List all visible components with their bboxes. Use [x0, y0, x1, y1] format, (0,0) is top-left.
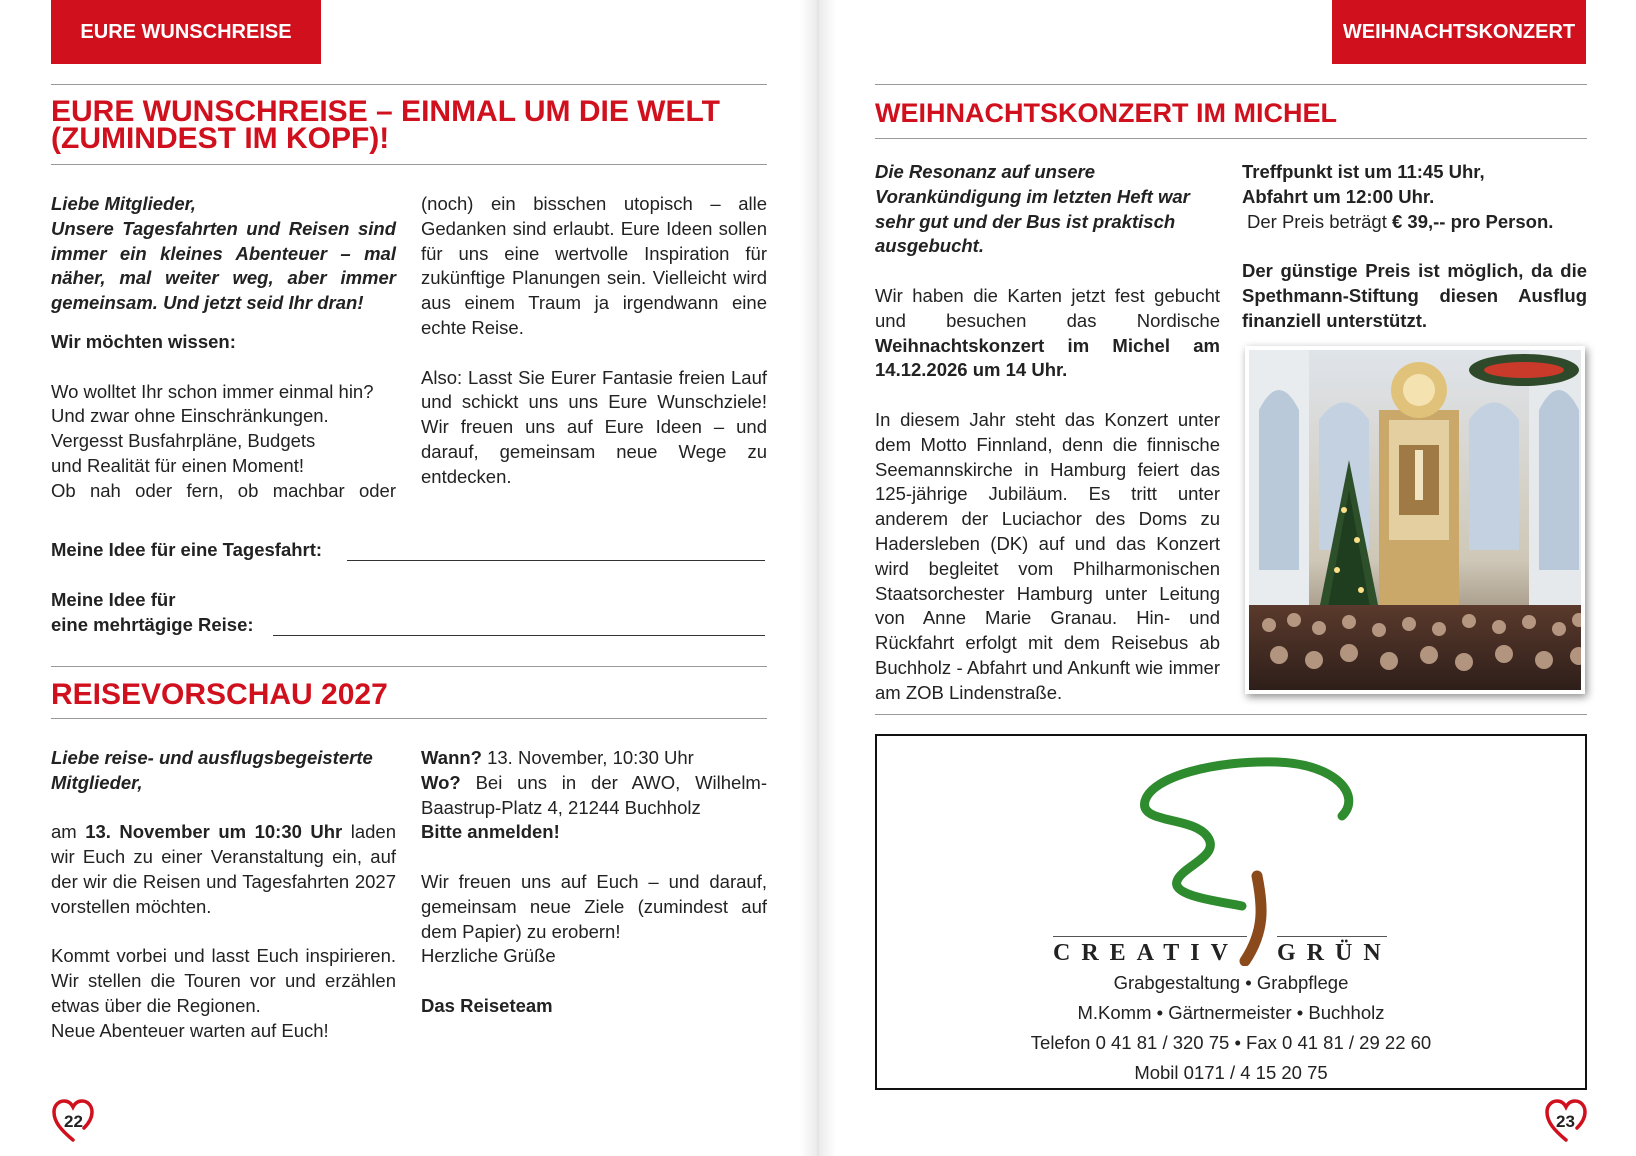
paragraph: In diesem Jahr steht das Konzert unter dem Motto Finnland, denn die finnische Seemannskirche in Hamburg feiert das 125-jährige Jubiläum. Es tritt unter anderem der Luciachor des Doms zu Hadersleben (DK) auf und das Konzert wird begleitet vom Philharmonischen Staatsorchester Hamburg unter Leitung von Anne Marie Granau. Hin- und Rückfahrt erfolgt mit dem Reisebus ab Buchholz - Abfahrt und Ankunft wie immer am ZOB Lindenstraße.: [875, 408, 1220, 703]
multi-day-answer-line[interactable]: [273, 635, 765, 636]
section-tab: WEIHNACHTSKONZERT: [1332, 0, 1586, 64]
day-trip-answer-line[interactable]: [347, 560, 765, 561]
paragraph: Also: Lasst Sie Eurer Fantasie freien Lauf und schickt uns uns Eure Wunschziele! Wir freuen uns auf Eure Ideen – und darauf, gemeinsam neue Wege zu entdecken.: [421, 366, 767, 487]
section-tab: EURE WUNSCHREISE: [51, 0, 321, 64]
church-interior-photo: [1245, 346, 1585, 694]
divider: [875, 84, 1587, 85]
paragraph: (noch) ein bisschen utopisch – alle Gedanken sind erlaubt. Eure Ideen sollen für uns eine wertvolle Inspiration für zukünftige Planungen sein. Vielleicht wird aus einem Traum ja irgendwann eine echte Reise.: [421, 193, 767, 338]
page-number: 23: [1556, 1112, 1575, 1131]
multi-day-label-1: Meine Idee für: [51, 589, 176, 610]
divider: [51, 84, 767, 85]
text-line: Vergesst Busfahrpläne, Budgets: [51, 430, 316, 452]
intro-text: Unsere Tagesfahrten und Reisen sind immer ein kleines Abenteuer – mal näher, mal weiter weg, aber immer gemeinsam. Und jetzt seid Ihr dran!: [51, 217, 396, 314]
multi-day-label-2: eine mehrtägige Reise:: [51, 614, 254, 635]
headline-line-2: (ZUMINDEST IM KOPF)!: [51, 122, 390, 155]
divider: [51, 666, 767, 667]
where-line: Wo? Bei uns in der AWO, Wilhelm-Baastrup-Platz 4, 21244 Buchholz: [421, 771, 768, 818]
divider: [875, 138, 1587, 139]
headline: [51, 97, 720, 154]
concert-column-1: [875, 160, 1220, 706]
price-line: Der Preis beträgt € 39,-- pro Person.: [1247, 210, 1554, 232]
departure-time: Abfahrt um 12:00 Uhr.: [1242, 185, 1435, 207]
headline-line-1: EURE WUNSCHREISE – EINMAL UM DIE WELT: [51, 95, 720, 128]
paragraph: Wir freuen uns auf Euch – und darauf, gemeinsam neue Ziele (zumindest auf dem Papier) zu erobern!: [421, 870, 767, 942]
funding-note: Der günstige Preis ist möglich, da die Spethmann-Stiftung diesen Ausflug finanziell unterstützt.: [1242, 260, 1587, 331]
page-number: 22: [64, 1112, 83, 1131]
ad-mobile: Mobil 0171 / 4 15 20 75: [1134, 1062, 1328, 1083]
date-highlight: Weihnachtskonzert im Michel am 14.12.2026 um 14 Uhr.: [875, 334, 1220, 381]
divider: [51, 164, 767, 165]
date-highlight: 13. November um 10:30 Uhr: [85, 821, 343, 843]
wish-column-2: [421, 192, 767, 490]
text-line: Und zwar ohne Einschränkungen.: [51, 405, 329, 427]
preview-column-1: [51, 746, 396, 1044]
logo-rule: [1053, 936, 1247, 937]
logo-rule: [1277, 936, 1387, 937]
headline: WEIHNACHTSKONZERT IM MICHEL: [875, 98, 1337, 128]
text-line: Wo wolltet Ihr schon immer einmal hin?: [51, 380, 374, 402]
salutation: Liebe reise- und ausflugsbegeisterte Mitglieder,: [51, 747, 373, 793]
brand-right: GRÜN: [1277, 940, 1392, 966]
ad-services: Grabgestaltung • Grabpflege: [1113, 972, 1349, 993]
ad-phone-fax: Telefon 0 41 81 / 320 75 • Fax 0 41 81 / 29 22 60: [1030, 1032, 1432, 1053]
ad-owner: M.Komm • Gärtnermeister • Buchholz: [1077, 1002, 1385, 1023]
meeting-time: Treffpunkt ist um 11:45 Uhr,: [1242, 161, 1485, 182]
salutation: Liebe Mitglieder,: [51, 193, 196, 214]
greeting: Herzliche Grüße: [421, 945, 556, 967]
preview-column-2: [421, 746, 767, 1019]
text-line: Ob nah oder fern, ob machbar oder: [51, 479, 396, 501]
register-note: Bitte anmelden!: [421, 821, 560, 843]
day-trip-label: Meine Idee für eine Tagesfahrt:: [51, 539, 323, 560]
signature: Das Reiseteam: [421, 994, 553, 1016]
paragraph: Wir haben die Karten jetzt fest gebucht und besuchen das Nordische Weihnachtskonzert im Michel am 14.12.2026 um 14 Uhr.: [875, 284, 1220, 381]
paragraph: Neue Abenteuer warten auf Euch!: [51, 1019, 329, 1041]
text-line: und Realität für einen Moment!: [51, 454, 304, 476]
preview-headline: REISEVORSCHAU 2027: [51, 678, 388, 711]
paragraph: am 13. November um 10:30 Uhr laden wir Euch zu einer Veranstaltung ein, auf der wir die Reisen und Tagesfahrten 2027 vorstellen möchten.: [51, 821, 396, 917]
brand-left: CREATIV: [1053, 940, 1239, 966]
divider: [875, 714, 1587, 715]
question-heading: Wir möchten wissen:: [51, 330, 236, 352]
concert-column-2: [1242, 160, 1587, 334]
intro-text: Die Resonanz auf unsere Vorankündigung im letzten Heft war sehr gut und der Bus ist praktisch ausgebucht.: [875, 161, 1190, 257]
paragraph: Kommt vorbei und lasst Euch inspirieren. Wir stellen die Touren vor und erzählen etwas über die Regionen.: [51, 945, 396, 1016]
when-line: Wann? 13. November, 10:30 Uhr: [421, 747, 694, 768]
creativ-gruen-ad: [875, 734, 1587, 1090]
tree-logo-icon: [1137, 756, 1387, 966]
divider: [51, 718, 767, 719]
wish-column-1: [51, 192, 396, 504]
